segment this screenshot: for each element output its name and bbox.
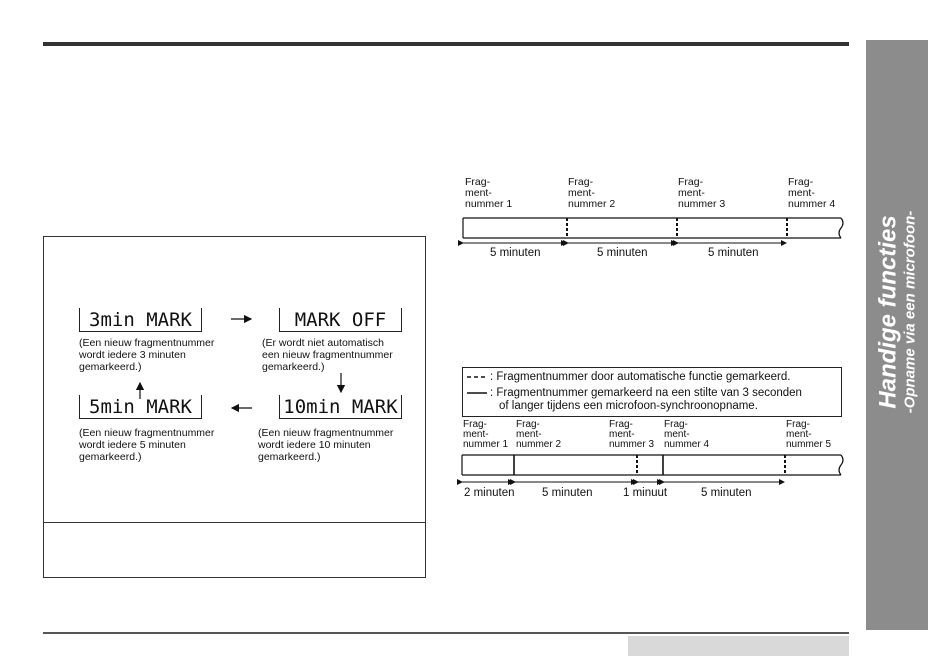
- duration-label: 5 minuten: [701, 487, 752, 499]
- frag-line: nummer 3: [678, 198, 726, 210]
- frag-line: ment-: [788, 187, 815, 199]
- frag-line: Frag-: [609, 419, 633, 430]
- note-line: gemarkeerd.): [79, 361, 142, 373]
- frag-line: Frag-: [568, 176, 594, 188]
- note-line: gemarkeerd.): [258, 451, 321, 463]
- frag-line: Frag-: [788, 176, 814, 188]
- frag-line: ment-: [463, 429, 489, 440]
- note-line: wordt iedere 10 minuten: [258, 439, 371, 451]
- tape-break-icon: [839, 455, 843, 475]
- lcd-display-3min: 3min MARK: [79, 308, 202, 332]
- frag-line: Frag-: [465, 176, 491, 188]
- section-title: Handige functies: [874, 215, 902, 409]
- section-subtitle: -Opname via een microfoon-: [901, 210, 919, 414]
- frag-line: ment-: [568, 187, 595, 199]
- frag-line: Frag-: [664, 419, 688, 430]
- note-line: (Er wordt niet automatisch: [262, 337, 384, 349]
- duration-label: 5 minuten: [597, 247, 648, 259]
- frag-line: nummer 4: [788, 198, 836, 210]
- duration-label: 5 minuten: [708, 247, 759, 259]
- lcd-display-mark-off: MARK OFF: [279, 308, 402, 332]
- frag-line: ment-: [465, 187, 492, 199]
- frag-line: nummer 4: [664, 439, 710, 450]
- frag-line: ment-: [786, 429, 812, 440]
- legend-solid-text: : Fragmentnummer gemarkeerd na een stilte van 3 seconden: [490, 387, 802, 399]
- frag-line: nummer 5: [786, 439, 832, 450]
- note-line: (Een nieuw fragmentnummer: [79, 427, 215, 439]
- legend-solid-text-cont: of langer tijdens een microfoon-synchroonopname.: [499, 400, 758, 412]
- frag-line: ment-: [609, 429, 635, 440]
- note-line: gemarkeerd.): [79, 451, 142, 463]
- frag-line: nummer 1: [463, 439, 509, 450]
- frag-line: Frag-: [463, 419, 487, 430]
- note-line: (Een nieuw fragmentnummer: [79, 337, 215, 349]
- frag-line: Frag-: [678, 176, 704, 188]
- note-line: (Een nieuw fragmentnummer: [258, 427, 394, 439]
- duration-label: 2 minuten: [464, 487, 515, 499]
- frag-line: Frag-: [786, 419, 810, 430]
- legend-dashed-text: : Fragmentnummer door automatische functie gemarkeerd.: [490, 371, 791, 383]
- note-line: gemarkeerd.): [262, 361, 325, 373]
- lcd-display-5min: 5min MARK: [79, 395, 202, 419]
- frag-line: Frag-: [516, 419, 540, 430]
- note-line: wordt iedere 5 minuten: [79, 439, 186, 451]
- duration-label: 1 minuut: [623, 487, 668, 499]
- duration-label: 5 minuten: [490, 247, 541, 259]
- note-line: een nieuw fragmentnummer: [262, 349, 393, 361]
- frag-line: nummer 1: [465, 198, 513, 210]
- frag-line: ment-: [664, 429, 690, 440]
- frag-line: nummer 2: [516, 439, 562, 450]
- frag-line: ment-: [678, 187, 705, 199]
- duration-label: 5 minuten: [542, 487, 593, 499]
- frag-line: nummer 2: [568, 198, 616, 210]
- frag-line: ment-: [516, 429, 542, 440]
- note-line: wordt iedere 3 minuten: [79, 349, 186, 361]
- frag-line: nummer 3: [609, 439, 655, 450]
- lcd-display-10min: 10min MARK: [279, 395, 402, 419]
